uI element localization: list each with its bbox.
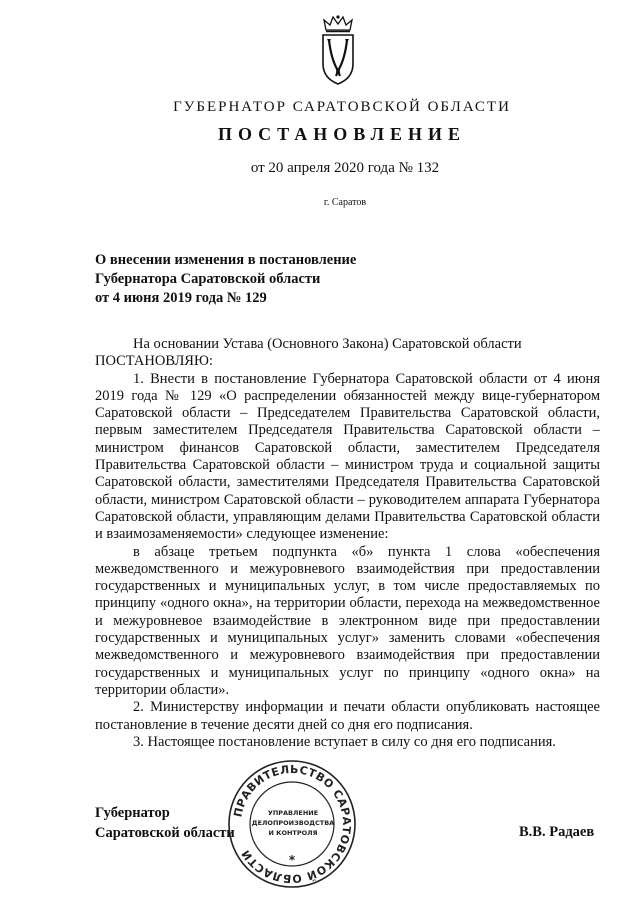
document-body: [95, 336, 600, 751]
signatory-title-line: Губернатор: [95, 805, 170, 821]
title-line: от 4 июня 2019 года № 129: [95, 290, 267, 306]
stamp-center-line: УПРАВЛЕНИЕ: [267, 809, 319, 817]
stamp-center-line: ДЕЛОПРОИЗВОДСТВА: [251, 819, 335, 827]
official-stamp: [226, 758, 358, 890]
stamp-star-icon: *: [288, 853, 296, 867]
document-title: [95, 251, 515, 308]
clause-1-amendment: в абзаце третьем подпункта «б» пункта 1 слова «обеспечения межведомственного и межуровневого взаимодействия при предоставлении государственных и муниципальных услуг, в том числе предоставляемых по принципу «одного окна», на территории области, перехода на межведомственное и межуровневое взаимодействие в электронном виде при предоставлении государственных и муниципальных услуг» заменить словами «обеспечения межведомственного и межуровневого взаимодействия при предоставлении государственных и муниципальных услуг по принципу «одного окна» на территории области».: [95, 543, 600, 698]
signatory-title-line: Саратовской области: [95, 825, 235, 841]
signatory-name: В.В. Радаев: [519, 824, 595, 840]
resolving-word: ПОСТАНОВЛЯЮ:: [95, 353, 213, 370]
title-line: Губернатора Саратовской области: [95, 271, 321, 287]
signatory-title: [95, 803, 235, 843]
document-date-number: от 20 апреля 2020 года № 132: [250, 160, 440, 176]
clause-1: 1. Внести в постановление Губернатора Саратовской области от 4 июня 2019 года № 129 «О распределении обязанностей между вице-губернатором Саратовской области – Председателем Правительства Саратовской области, первым заместителем Председателя Правительства Саратовской области – министром финансов Саратовской области, заместителем Председателя Правительства Саратовской области – министром труда и социальной защиты Саратовской области, заместителями Председателя Правительства Саратовской области, министром Саратовской области – руководителем аппарата Губернатора Саратовской области, управляющим делами Правительства Саратовской области и взаимозаменяемости» следующее изменение:: [95, 370, 600, 543]
title-line: О внесении изменения в постановление: [95, 252, 357, 268]
document-city: г. Саратов: [323, 197, 367, 208]
coat-of-arms-icon: [318, 14, 358, 86]
issuing-authority: ГУБЕРНАТОР САРАТОВСКОЙ ОБЛАСТИ: [173, 99, 511, 115]
preamble-paragraph: На основании Устава (Основного Закона) Саратовской области: [133, 336, 522, 352]
stamp-ring-text: ПРАВИТЕЛЬСТВО САРАТОВСКОЙ ОБЛАСТИ: [231, 762, 354, 886]
clause-3: 3. Настоящее постановление вступает в силу со дня его подписания.: [133, 733, 556, 750]
document-type: ПОСТАНОВЛЕНИЕ: [217, 124, 467, 144]
clause-2: 2. Министерству информации и печати области опубликовать настоящее постановление в течение десяти дней со дня его подписания.: [95, 699, 600, 733]
stamp-center-line: И КОНТРОЛЯ: [268, 829, 318, 837]
